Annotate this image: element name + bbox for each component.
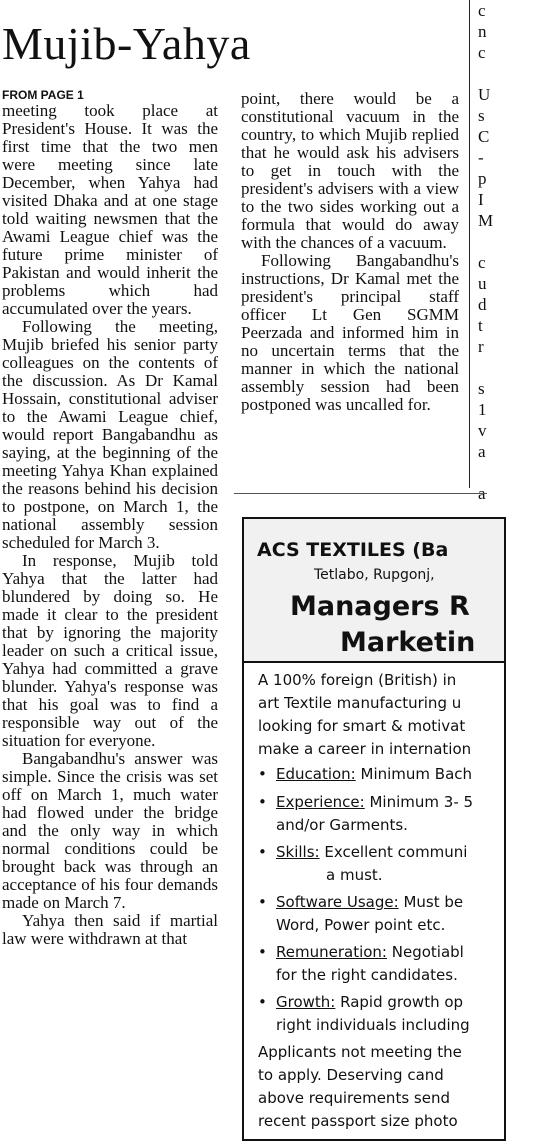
bullet-icon: • <box>258 893 267 911</box>
requirement-label: Experience: <box>276 793 365 811</box>
requirement-continuation: for the right candidates. <box>276 966 458 984</box>
requirement-text: Minimum 3- 5 <box>364 793 474 811</box>
ad-requirement <box>258 763 472 786</box>
requirement-text: Negotiabl <box>386 943 464 961</box>
requirement-text: Must be <box>398 893 464 911</box>
continuation-label: FROM PAGE 1 <box>2 88 84 102</box>
clipped-column-fragment: c n c U s C - p I M c u d t r s 1 v a <box>478 1 494 461</box>
paragraph: In response, Mujib told Yahya that the latter had blundered by doing so. He made it clear to the president that by ignoring the majority leader on such a critical issue, Yahya had committed a grave blunder. Yahya's response was that his goal was to find a responsible way out of the situation for everyone. <box>2 551 218 750</box>
bullet-icon: • <box>258 765 267 783</box>
column-divider <box>469 0 470 488</box>
article-column-2 <box>241 90 459 414</box>
paragraph: meeting took place at President's House. It was the first time that the two men were meeting since late December, when Yahya had visited Dhaka and at one stage told waiting newsmen that the Awami League chief was the future prime minister of Pakistan and would inherit the problems which had accumulated over the years. <box>2 101 218 318</box>
ad-requirement <box>258 991 470 1037</box>
ad-position-title: Managers R <box>290 591 470 622</box>
bullet-icon: • <box>258 943 267 961</box>
ad-requirement <box>258 941 464 987</box>
paragraph: Following the meeting, Mujib briefed his senior party colleagues on the contents of the discussion. As Dr Kamal Hossain, constitutional adviser to the Awami League chief, would report Bangabandhu as saying, at the beginning of the meeting Yahya Khan explained the reasons behind his decision to postpone, on March 1, the national assembly session scheduled for March 3. <box>2 317 218 552</box>
headline: Mujib-Yahya <box>2 18 251 69</box>
job-advertisement <box>242 517 506 1141</box>
ad-position-subtitle: Marketin <box>340 627 476 658</box>
ad-line: above requirements send <box>258 1089 450 1107</box>
requirement-label: Software Usage: <box>276 893 399 911</box>
ad-requirement <box>258 841 467 887</box>
requirement-text: Minimum Bach <box>355 765 473 783</box>
ad-line: looking for smart & motivat <box>258 717 466 735</box>
ad-header <box>244 519 504 663</box>
ad-requirement <box>258 891 463 937</box>
ad-requirement <box>258 791 473 837</box>
requirement-label: Skills: <box>276 843 320 861</box>
requirement-label: Growth: <box>276 993 336 1011</box>
requirement-continuation: Word, Power point etc. <box>276 916 446 934</box>
bullet-icon: • <box>258 843 267 861</box>
paragraph: Yahya then said if martial law were withdrawn at that <box>2 911 218 948</box>
section-divider <box>234 493 487 494</box>
ad-line: to apply. Deserving cand <box>258 1066 444 1084</box>
requirement-label: Education: <box>276 765 356 783</box>
ad-line: A 100% foreign (British) in <box>258 671 457 689</box>
bullet-icon: • <box>258 793 267 811</box>
requirement-continuation: right individuals including <box>276 1016 470 1034</box>
ad-company-name: ACS TEXTILES (Ba <box>257 539 449 561</box>
ad-line: Applicants not meeting the <box>258 1043 462 1061</box>
requirement-label: Remuneration: <box>276 943 387 961</box>
bullet-icon: • <box>258 993 267 1011</box>
ad-line: art Textile manufacturing u <box>258 694 462 712</box>
requirement-text: Rapid growth op <box>335 993 464 1011</box>
ad-intro <box>258 669 558 761</box>
paragraph: point, there would be a constitutional vacuum in the country, to which Mujib replied that he would ask his advisers to get in touch with the president's advisers with a view to the two sides working out a formula that would do away with the chances of a vacuum. <box>241 89 459 252</box>
requirement-continuation: and/or Garments. <box>276 816 408 834</box>
ad-closing <box>258 1041 558 1133</box>
ad-line: recent passport size photo <box>258 1112 458 1130</box>
paragraph: Following Bangabandhu's instructions, Dr Kamal met the president's principal staff officer Lt Gen SGMM Peerzada and informed him in no uncertain terms that the manner in which the national assembly session had been postponed was uncalled for. <box>241 251 459 414</box>
ad-line: make a career in internation <box>258 740 472 758</box>
requirement-continuation: a must. <box>326 866 383 884</box>
article-column-1 <box>2 102 218 948</box>
paragraph: Bangabandhu's answer was simple. Since the crisis was set off on March 1, much water had flowed under the bridge and the only way in which normal conditions could be brought back was through an acceptance of his four demands made on March 7. <box>2 749 218 912</box>
requirement-text: Excellent communi <box>319 843 468 861</box>
ad-address: Tetlabo, Rupgonj, <box>314 567 435 583</box>
